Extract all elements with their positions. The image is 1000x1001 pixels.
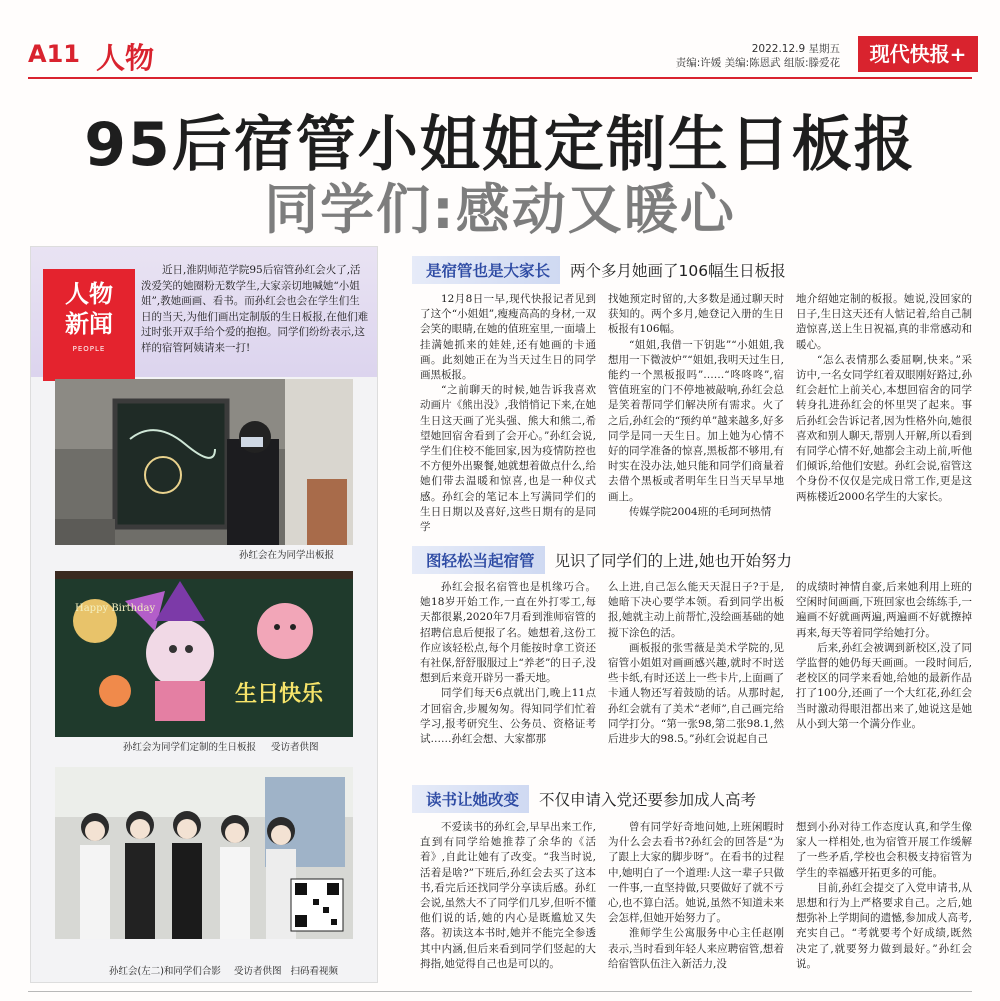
section3-column3: [796, 820, 972, 972]
header-info: [676, 42, 840, 70]
section3-kicker: 读书让她改变: [412, 785, 529, 813]
paragraph: 找她预定时留的,大多数是通过聊天时获知的。两个多月,她登记入册的生日板报有106幅。: [608, 293, 784, 336]
headline: 95后宿管小姐姐定制生日板报: [84, 110, 916, 180]
paragraph: 么上进,自己怎么能天天混日子?于是,她暗下决心要学本领。看到同学出板报,她就主动上前帮忙,没绘画基础的她搅下涂色的活。: [608, 581, 784, 639]
paragraph: 淮师学生公寓服务中心主任赵刚表示,当时看到年轻人来应聘宿管,想着给宿管队伍注入新活力,没: [608, 927, 784, 970]
paragraph: 孙红会报名宿管也是机缘巧合。她18岁开始工作,一直在外打零工,每天都很累,2020年7月看到淮师宿管的招聘信息后便报了名。她想着,这份工作应该轻松点,每个月能按时拿工资还有社保,舒舒服服过上“养老”的日子,没想到后来竟开辟另一番天地。: [420, 581, 596, 685]
paragraph: 画板报的张雪薇是美术学院的,见宿管小姐姐对画画感兴趣,就时不时送些卡纸,有时还送上一些卡片,上面画了卡通人物还写着鼓励的话。从那时起,孙红会就有了美术“老师”,自己画完给同学打分。“第一张98,第二张98.1,然后进步大的98.5。”孙红会说起自己: [608, 641, 784, 746]
qr-caption: 扫码看视频: [290, 966, 339, 977]
photo-drawing-board: [55, 379, 353, 545]
newspaper-brand-logo: 现代快报+: [858, 36, 978, 72]
photo-birthday-board: [55, 571, 353, 737]
column-logo-line2: 新闻: [65, 310, 113, 338]
paragraph: 想到小孙对待工作态度认真,和学生像家人一样相处,也为宿管开展工作缓解了一些矛盾,学校也会积极支持宿管为学生的幸福感开拓更多的可能。: [796, 821, 972, 879]
section1-subtitle: 两个多月她画了106幅生日板报: [570, 262, 786, 280]
column-logo-line1: 人物: [65, 280, 113, 308]
section3-column1: [420, 820, 596, 972]
paragraph: 的成绩时神情自豪,后来她利用上班的空闲时间画画,下班回家也会练练手,一遍画不好就画两遍,两遍画不好就擦掉再来,每天等着同学给她打分。: [796, 581, 972, 639]
column-logo: [43, 269, 135, 381]
photo3-credit: 受访者供图: [233, 966, 282, 977]
section2-column2: [608, 580, 784, 747]
paragraph: 传媒学院2004班的毛珂珂热情: [629, 505, 772, 518]
paragraph: 12月8日一早,现代快报记者见到了这个“小姐姐”,瘦瘦高高的身材,一双会笑的眼睛,在她的值班室里,一面墙上挂满她抓来的娃娃,还有她画的卡通画。此刻她正在为当天过生日的同学画黑板报。: [420, 293, 596, 382]
photo-group: [55, 767, 353, 939]
section1-column2: [608, 292, 784, 520]
section1-column1: [420, 292, 596, 535]
section1-heading: [412, 256, 786, 284]
section2-heading: [412, 546, 792, 574]
footer-divider: [28, 991, 972, 992]
header-divider: [28, 77, 972, 79]
paragraph: “怎么表情那么委屈啊,快来。”采访中,一名女同学红着双眼刚好路过,孙红会赶忙上前关心,本想回宿舍的同学转身扎进孙红会的怀里哭了起来。事后孙红会告诉记者,因为性格外向,她很喜欢和别人聊天,帮别人开解,所以看到有同学心情不好,她都会主动上前,听他们倾诉,给他们安慰。孙红会说,宿管这个身份不仅仅是完成日常工作,更是这两栋楼近2000名学生的大家长。: [796, 353, 972, 503]
section1-column3: [796, 292, 972, 505]
board-happy-text: Happy Birthday: [75, 603, 156, 614]
photo2-caption-text: 孙红会为同学们定制的生日板报: [123, 742, 257, 753]
section2-kicker: 图轻松当起宿管: [412, 546, 545, 574]
paragraph: 曾有同学好奇地问她,上班闲暇时为什么会去看书?孙红会的回答是“为了跟上大家的脚步呀”。在看书的过程中,她明白了一个道理:人这一辈子只做一件事,一直坚持做,只要做好了就不亏心,也不算白活。她说,虽然不知道未来会怎样,但她开始努力了。: [608, 821, 784, 925]
photo3-caption-text: 孙红会(左二)和同学们合影: [109, 966, 221, 977]
section1-kicker: 是宿管也是大家长: [412, 256, 560, 284]
left-photo-column: [30, 246, 378, 983]
paragraph: 地介绍她定制的板报。她说,没回家的日子,生日这天还有人惦记着,给自己制造惊喜,送上生日祝福,真的非常感动和暖心。: [796, 293, 972, 351]
paragraph: “之前聊天的时候,她告诉我喜欢动画片《熊出没》,我悄悄记下来,在她生日这天画了光头强、熊大和熊二,希望她回宿舍看到了会开心。”孙红会说,学生们住校不能回家,因为疫情防控也不方便外出聚餐,她就想着做点什么,给她们带去温暖和惊喜,也是一种仪式感。孙红会的笔记本上写满同学们的生日日期以及喜好,这些日期有的是同学: [420, 384, 596, 534]
column-logo-line3: PEOPLE: [72, 345, 106, 353]
paragraph: 不爱读书的孙红会,早早出来工作,直到有同学给她推荐了余华的《活着》,自此让她有了改变。“我当时说,活着是啥?”下班后,孙红会去买了这本书,看完后还找同学分享读后感。孙红会说,虽然大不了同学们几岁,但听不懂他们说的话,她的内心是既尴尬又失落。初读这本书时,她并不能完全参透其中内涵,但后来看到同学们竖起的大拇指,她觉得自己也是可以的。: [420, 821, 596, 970]
editor-credits: 责编:许媛 美编:陈恩武 组版:滕爱花: [675, 57, 840, 69]
issue-date: 2022.12.9 星期五: [751, 43, 840, 55]
paragraph: “姐姐,我借一下钥匙”“小姐姐,我想用一下微波炉”“姐姐,我明天过生日,能约一个黑板报吗”……“咚咚咚”,宿管值班室的门不停地被敲响,孙红会总是笑着帮同学们解决所有需求。火了之后,孙红会的“预约单”越来越多,好多同学是同一天生日。加上她为心情不好的同学准备的惊喜,黑板都不够用,有时实在没办法,她只能和同学们商量着去借个黑板或者明年生日当天早早地画上。: [608, 338, 784, 503]
page-number: A11: [28, 40, 80, 68]
photo3-caption: [109, 963, 338, 977]
photo2-credit: 受访者供图: [271, 742, 319, 753]
paragraph: 后来,孙红会被调到新校区,没了同学监督的她仍每天画画。一段时间后,老校区的同学来看她,给她的最新作品打了100分,还画了一个大红花,孙红会当时激动得眼泪都出来了,她说这是她从小到大第一个满分作业。: [796, 641, 972, 730]
section2-column1: [420, 580, 596, 747]
paragraph: 同学们每天6点就出门,晚上11点才回宿舍,步履匆匆。得知同学们忙着学习,报考研究生、公务员、资格证考试……孙红会想、大家都那: [420, 687, 596, 746]
photo2-caption: [123, 739, 319, 753]
section2-subtitle: 见识了同学们的上进,她也开始努力: [554, 552, 792, 570]
paragraph: 目前,孙红会提交了入党申请书,从思想和行为上严格要求自己。之后,她想弥补上学期间的遗憾,参加成人高考,充实自己。“考就要考个好成绩,既然决定了,就要努力做到最好。”孙红会说。: [796, 881, 972, 970]
section-name: 人物: [96, 41, 155, 75]
section3-heading: [412, 785, 756, 813]
board-birthday-text: 生日快乐: [235, 682, 324, 707]
intro-box: [31, 247, 377, 377]
section3-subtitle: 不仅申请入党还要参加成人高考: [539, 791, 757, 809]
section3-column2: [608, 820, 784, 972]
subheadline: 同学们:感动又暖心: [264, 178, 736, 241]
section2-column3: [796, 580, 972, 732]
intro-text: 近日,淮阴师范学院95后宿管孙红会火了,活泼爱笑的她圈粉无数学生,大家亲切地喊她“小姐姐”,教她画画、看书。而孙红会也会在学生们生日的当天,为他们画出定制版的生日板报,在他们难过时张开双手给个爱的抱抱。同学们纷纷表示,这样的宿管阿姨请来一打!: [141, 264, 369, 354]
photo1-caption: 孙红会在为同学出板报: [239, 550, 335, 561]
